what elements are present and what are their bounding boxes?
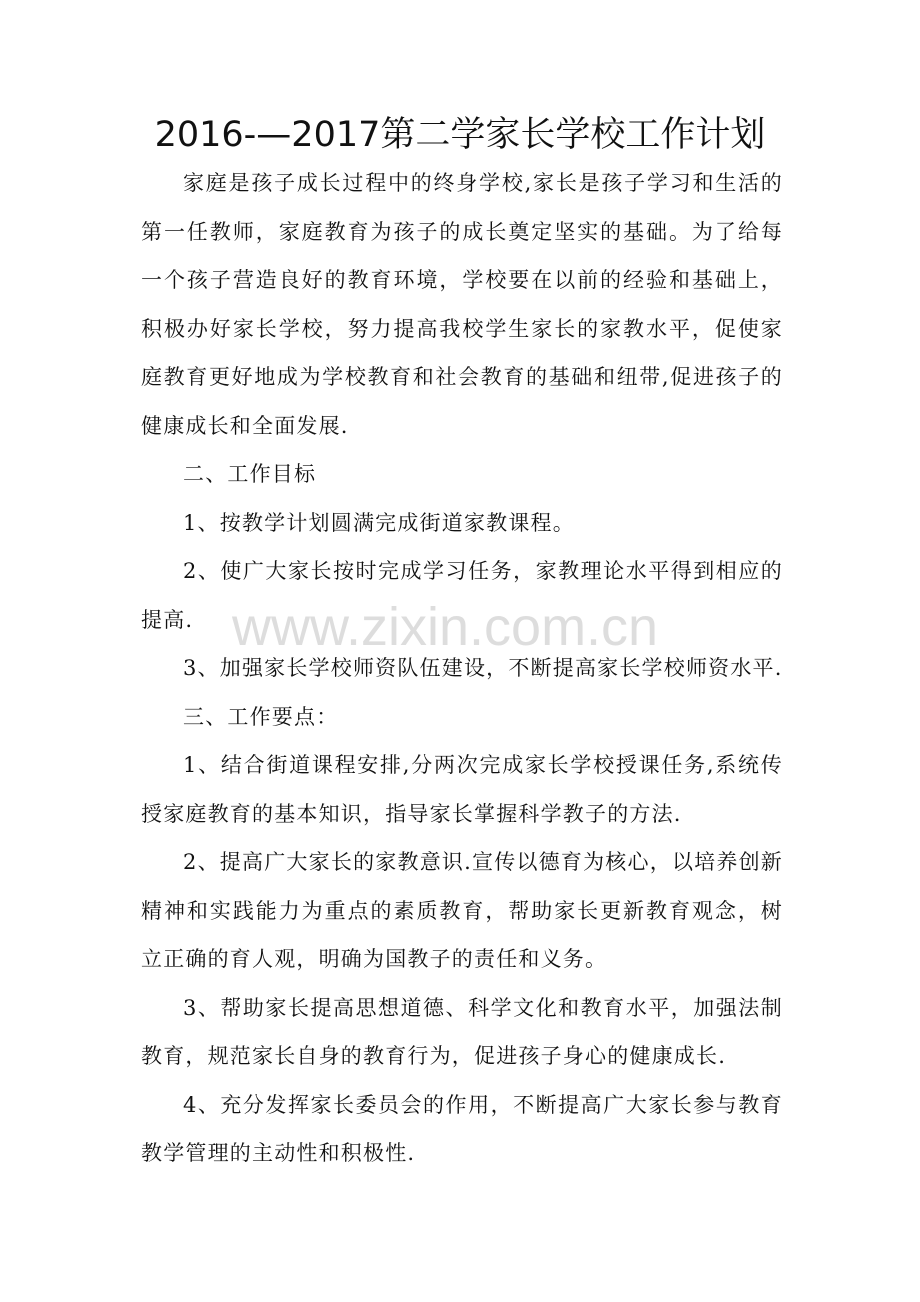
goal-item-1: 1、按教学计划圆满完成街道家教课程。	[183, 510, 575, 535]
key-point-1: 1、结合街道课程安排,分两次完成家长学校授课任务,系统传授家庭教育的基本知识，指导家长掌握科学教子的方法.	[141, 753, 783, 826]
key-point-4: 4、充分发挥家长委员会的作用，不断提高广大家长参与教育教学管理的主动性和积极性.	[141, 1092, 783, 1165]
key-point-2: 2、提高广大家长的家教意识.宣传以德育为核心，以培养创新精神和实践能力为重点的素质教育，帮助家长更新教育观念，树立正确的育人观，明确为国教子的责任和义务。	[141, 850, 783, 971]
section-heading-key-points: 三、工作要点：	[183, 704, 339, 729]
intro-paragraph: 家庭是孩子成长过程中的终身学校,家长是孩子学习和生活的第一任教师，家庭教育为孩子的成长奠定坚实的基础。为了给每一个孩子营造良好的教育环境，学校要在以前的经验和基础上，积极办好家长学校，努力提高我校学生家长的家教水平，促使家庭教育更好地成为学校教育和社会教育的基础和纽带,促进孩子的健康成长和全面发展.	[141, 171, 783, 438]
key-point-3: 3、帮助家长提高思想道德、科学文化和教育水平，加强法制教育，规范家长自身的教育行为，促进孩子身心的健康成长.	[141, 995, 783, 1068]
document-body	[141, 159, 783, 1178]
document-title: 2016-—2017第二学家长学校工作计划	[154, 115, 766, 155]
watermark: www.zixin.com.cn	[232, 597, 659, 657]
goal-item-3: 3、加强家长学校师资队伍建设，不断提高家长学校师资水平.	[183, 656, 783, 680]
goal-item-2: 2、使广大家长按时完成学习任务，家教理论水平得到相应的提高.	[141, 559, 783, 632]
section-heading-goals: 二、工作目标	[183, 462, 317, 486]
